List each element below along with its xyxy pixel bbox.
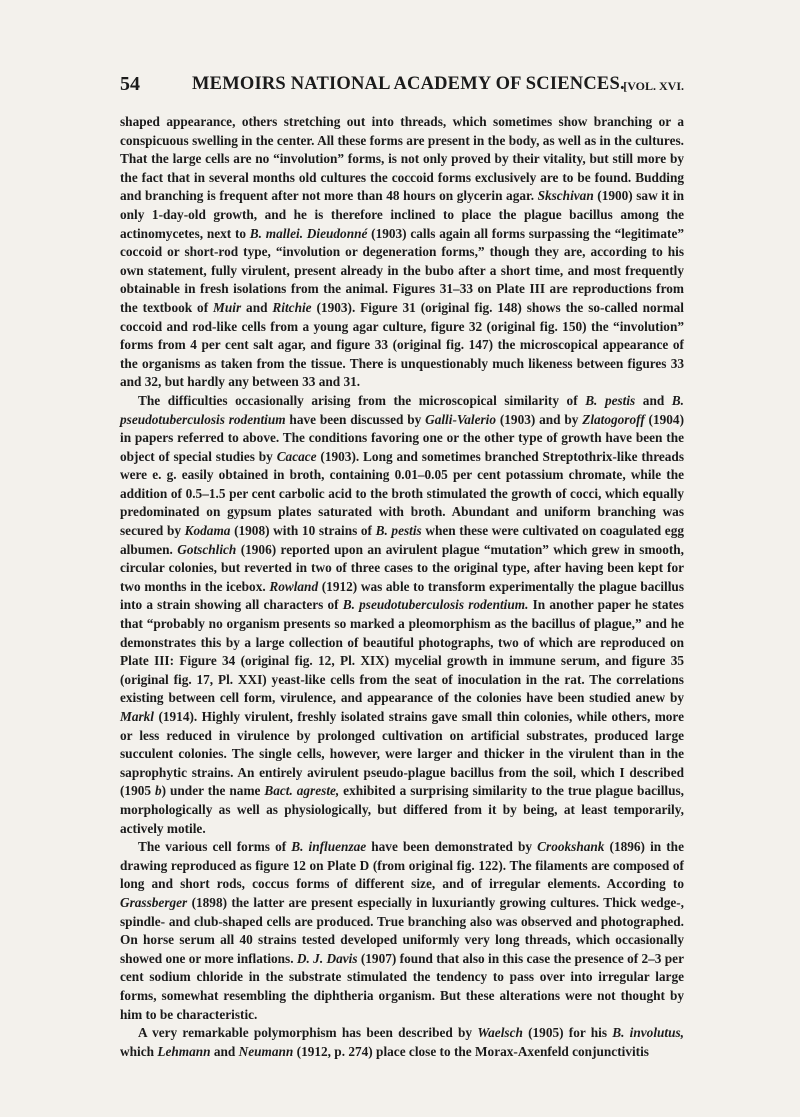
italic-run: Bact. agreste, [264,783,340,799]
text-run: (1908) with 10 strains of [230,523,376,539]
italic-run: Grassberger [120,894,188,910]
body-text [120,113,684,1061]
text-run: In another paper he states that “probably no organism presents so marked a pleomorphism as the bacillus of plague,” and he demonstrates this by a large collection of beautiful photographs, two of which are reproduced on Plate III: Figure 34 (original fig. 12, Pl. XIX) mycelial growth in immune serum, and figure 35 (original fig. 17, Pl. XXI) yeast-like cells from the seat of inoculation in the rat. The correlations existing between cell form, virulence, and appearance of the colonies have been studied anew by [120,597,684,706]
text-run: which [120,1043,158,1059]
italic-run: Markl [120,709,154,724]
text-run: The difficulties occasionally arising from the microscopical similarity of [138,392,586,408]
italic-run: Waelsch [477,1025,523,1041]
running-head: MEMOIRS NATIONAL ACADEMY OF SCIENCES. [192,74,625,94]
text-run: A very remarkable polymorphism has been described by [138,1025,478,1041]
text-run: (1907) found that also in this case the presence of 2–3 per cent sodium chloride in the substrate stimulated the tendency to pass over into irregular large forms, somewhat resembling the diphtheria organism. But these alterations were not thought by him to be characteristic. [120,950,684,1022]
italic-run: Galli-Valerio [425,411,497,427]
italic-run: B. pseudotuberculosis rodentium. [342,597,529,613]
italic-run: B. pseudotuberculosis rodentium [120,392,684,427]
italic-run: Muir [213,299,242,315]
paragraph-3 [120,838,684,1024]
paragraph-4 [120,1024,684,1061]
italic-run: D. J. Davis [296,950,358,966]
text-run: (1903) calls again all forms surpassing the “legitimate” coccoid or short-rod type, “involution or degeneration forms,” though they are, according to his own statement, fully virulent, present already in the bubo after a short time, and most frequently obtainable in fresh isolations from the animal. Figures 31–33 on Plate III are reproductions from the textbook of [120,225,685,315]
italic-run: b [154,783,162,799]
text-run: (1905) for his [522,1025,613,1041]
italic-run: B. influenzae [291,839,367,855]
italic-run: Dieudonné [306,225,368,241]
text-run: (1898) the latter are present especially in luxuriantly growing cultures. Thick wedge-, spindle- and club-shaped cells are produced. True branching also was observed and photographed. On horse serum all 40 strains tested developed uniformly very long threads, which occasionally showed one or more inflations. [120,894,684,966]
italic-run: Skschivan [537,188,594,204]
italic-run: Crookshank [537,839,605,855]
text-run: (1900) saw it in only 1-day-old growth, and he is therefore inclined to place the plague bacillus among the actinomycetes, next to [120,188,684,241]
text-run: (1906) reported upon an avirulent plague “mutation” which grew in smooth, circular colonies, but reverted in two of three cases to the original type, after having been kept for two months in the icebox. [120,541,685,594]
text-run: (1912, p. 274) place close to the Morax-Axenfeld conjunctivitis [293,1043,649,1059]
text-run: (1904) in papers referred to above. The conditions favoring one or the other type of growth have been the object of special studies by [120,411,685,464]
volume-label: [VOL. XVI. [623,79,684,93]
italic-run: Zlatogoroff [582,411,645,427]
text-run: (1912) was able to transform experimentally the plague bacillus into a strain showing all characters of [120,578,684,613]
italic-run: Ritchie [272,299,312,315]
italic-run: Lehmann [157,1043,211,1059]
text-run: have been discussed by [285,411,426,427]
italic-run: Kodama [184,523,231,539]
italic-run: B. pestis [585,392,636,408]
text-run: The various cell forms of [138,839,292,855]
text-run: (1903) and by [496,411,583,427]
text-run: ) under the name [161,783,265,799]
text-run: and [210,1043,239,1059]
italic-run: Gotschlich [177,541,237,557]
text-run: (1896) in the drawing reproduced as figure 12 on Plate D (from original fig. 122). The filaments are composed of long and short rods, coccus forms of different size, and of irregular elements. According to [120,839,684,892]
text-run: and [635,392,672,408]
text-run: (1903). Long and sometimes branched Streptothrix-like threads were e. g. easily obtained in broth, containing 0.01–0.05 per cent potassium chromate, while the addition of 0.5–1.5 per cent carbolic acid to the broth stimulated the growth of cocci, which equally predominated on gypsum plates saturated with broth. Abundant and uniform branching was secured by [120,448,684,539]
italic-run: Cacace [276,448,317,464]
text-run: exhibited a surprising similarity to the true plague bacillus, morphologically as well as physiologically, but differed from it by being, at least temporarily, actively motile. [120,783,684,836]
italic-run: B. mallei. [249,225,304,241]
paragraph-2 [120,392,684,838]
page-header [120,71,684,101]
page-number: 54 [120,73,140,95]
italic-run: B. pestis [375,523,422,539]
italic-run: B. involutus, [612,1025,684,1041]
italic-run: Neumann [238,1043,294,1059]
italic-run: Rowland [269,578,319,594]
text-run: (1903). Figure 31 (original fig. 148) shows the so-called normal coccoid and rod-like cells from a young agar culture, figure 32 (original fig. 150) the “involution” forms from 4 per cent salt agar, and figure 33 (original fig. 147) the microscopical appearance of the organisms as taken from the tissue. There is unquestionably much likeness between figures 33 and 32, but hardly any between 33 and 31. [120,299,685,390]
text-run: shaped appearance, others stretching out into threads, which sometimes show branching or a conspicuous swelling in the center. All these forms are present in the body, as well as in the cultures. That the large cells are no “involution” forms, is not only proved by their vitality, but still more by the fact that in several months old cultures the coccoid forms exclusively are to be found. Budding and branching is frequent after not more than 48 hours on glycerin agar. [120,114,684,204]
text-run: and [241,299,273,315]
text-run: have been demonstrated by [366,839,538,855]
text-run: when these were cultivated on coagulated egg albumen. [120,523,685,557]
text-run: (1914). Highly virulent, freshly isolated strains gave small thin colonies, while others, more or less reduced in virulence by prolonged cultivation on artificial substrates, produced large succulent colonies. The single cells, however, were larger and thicker in the virulent than in the saprophytic strains. An entirely avirulent pseudo-plague bacillus from the soil, which I described (1905 [120,709,684,799]
paragraph-1 [120,113,684,392]
